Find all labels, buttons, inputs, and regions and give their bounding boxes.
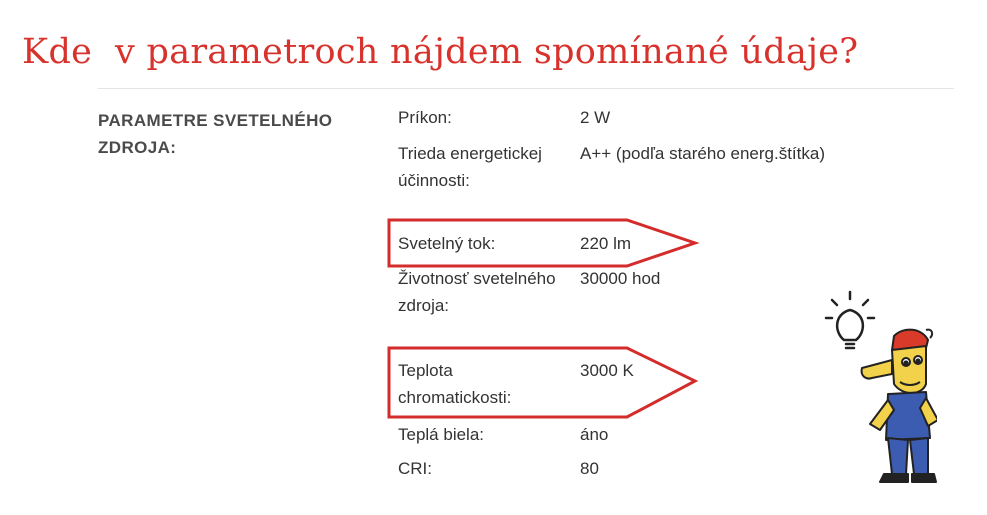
param-label-teplota: Teplota chromatickosti: bbox=[398, 361, 512, 407]
param-value-zivotnost: 30000 hod bbox=[580, 269, 661, 288]
param-value-trieda: A++ (podľa starého energ.štítka) bbox=[580, 144, 825, 163]
param-label-tepla-biela: Teplá biela: bbox=[398, 425, 485, 444]
callout-arrow-teplota bbox=[389, 348, 695, 417]
lightbulb-icon bbox=[826, 292, 874, 348]
section-heading: PARAMETRE SVETELNÉHO ZDROJA: bbox=[98, 111, 333, 157]
param-label-svetelny-tok: Svetelný tok: bbox=[398, 234, 496, 253]
param-label-trieda: Trieda energetickej účinnosti: bbox=[398, 144, 542, 190]
slide-title: Kde v parametroch nájdem spomínané údaje? bbox=[22, 32, 859, 72]
param-label-cri: CRI: bbox=[398, 459, 432, 478]
param-value-prikon: 2 W bbox=[580, 108, 611, 127]
worker-figure bbox=[862, 330, 937, 482]
param-value-tepla-biela: áno bbox=[580, 425, 609, 444]
param-value-teplota: 3000 K bbox=[580, 361, 634, 380]
param-value-svetelny-tok: 220 lm bbox=[580, 234, 632, 253]
param-label-zivotnost: Životnosť svetelného zdroja: bbox=[398, 269, 556, 315]
callout-arrow-svetelny-tok bbox=[389, 220, 695, 266]
param-value-cri: 80 bbox=[580, 459, 599, 478]
cartoon-worker-icon bbox=[822, 288, 937, 488]
param-label-prikon: Príkon: bbox=[398, 108, 452, 127]
